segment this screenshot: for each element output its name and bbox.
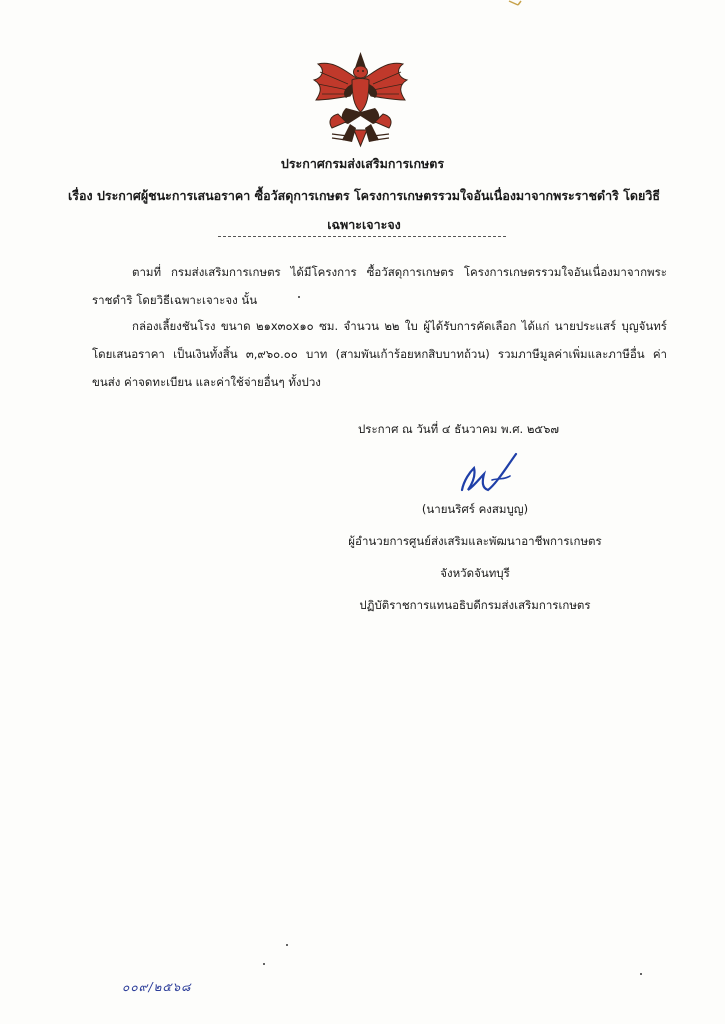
- document-subject: เรื่อง ประกาศผู้ชนะการเสนอราคา ซื้อวัสดุการเกษตร โครงการเกษตรรวมใจอันเนื่องมาจากพระราชดำริ โดยวิธีเฉพาะเจาะจง: [68, 188, 660, 232]
- separator-line: [218, 236, 506, 237]
- signer-position: ผู้อำนวยการศูนย์ส่งเสริมและพัฒนาอาชีพการเกษตร: [348, 534, 602, 548]
- signer-acting-for: ปฏิบัติราชการแทนอธิบดีกรมส่งเสริมการเกษตร: [359, 598, 591, 612]
- scan-speck: [263, 963, 265, 965]
- scan-speck: [640, 973, 642, 975]
- body-paragraph-2: กล่องเลี้ยงชันโรง ขนาด ๒๑x๓๐x๑๐ ซม. จำนวน ๒๒ ใบ ผู้ได้รับการคัดเลือก ได้แก่ นายประแสร์ บุญจันทร์ โดยเสนอราคา เป็นเงินทั้งสิ้น ๓,๙๖๐.๐๐ บาท (สามพันเก้าร้อยหกสิบบาทถ้วน) รวมภาษีมูลค่าเพิ่มและภาษีอื่น ค่าขนส่ง ค่าจดทะเบียน และค่าใช้จ่ายอื่นๆ ทั้งปวง: [92, 319, 667, 389]
- scan-speck: [286, 944, 288, 946]
- signature-block: [330, 493, 620, 621]
- document-title: ประกาศกรมส่งเสริมการเกษตร: [280, 156, 445, 171]
- body-paragraph-1: ตามที่ กรมส่งเสริมการเกษตร ได้มีโครงการ ซื้อวัสดุการเกษตร โครงการเกษตรรวมใจอันเนื่องมาจากพระราชดำริ โดยวิธีเฉพาะเจาะจง นั้น: [92, 265, 667, 307]
- announcement-date: ประกาศ ณ วันที่ ๔ ธันวาคม พ.ศ. ๒๕๖๗: [358, 422, 560, 436]
- handwritten-signature-icon: [452, 450, 524, 496]
- handwritten-reference-number: ๐๐๙/๒๕๖๘: [122, 980, 192, 994]
- garuda-emblem-icon: [308, 50, 413, 148]
- corner-mark: [508, 0, 522, 6]
- signer-name: (นายนริศร์ คงสมบูญ): [421, 502, 529, 516]
- signer-province: จังหวัดจันทบุรี: [440, 566, 510, 580]
- scan-speck: [298, 296, 300, 298]
